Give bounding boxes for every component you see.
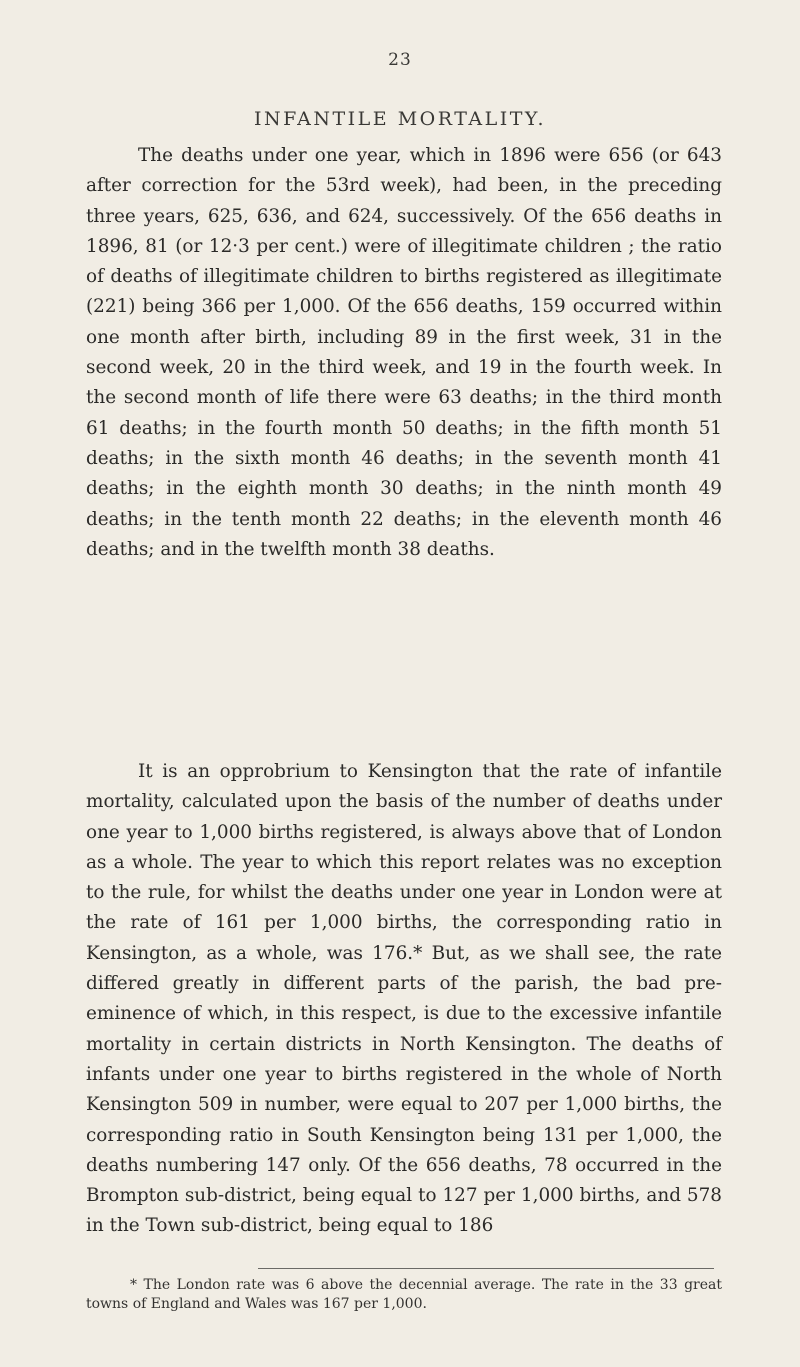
page-number: 23 (388, 50, 412, 70)
paragraph-deaths-under-one-year: The deaths under one year, which in 1896 were 656 (or 643 after correction for the 53rd week), had been, in the preceding three years, 625, 636, and 624, successively. Of the 656 deaths in 1896, 81 (or 12·3 per cent.) were of illegitimate children ; the ratio of deaths of illegitimate children to births registered as illegitimate (221) being 366 per 1,000. Of the 656 deaths, 159 occurred within one month after birth, including 89 in the first week, 31 in the second week, 20 in the third week, and 19 in the fourth week. In the second month of life there were 63 deaths; in the third month 61 deaths; in the fourth month 50 deaths; in the fifth month 51 deaths; in the sixth month 46 deaths; in the seventh month 41 deaths; in the eighth month 30 deaths; in the ninth month 49 deaths; in the tenth month 22 deaths; in the eleventh month 46 deaths; and in the twelfth month 38 deaths. (86, 145, 722, 560)
footnote: * The London rate was 6 above the decennial average. The rate in the 33 great towns of England and Wales was 167 per 1,000. (86, 1277, 722, 1312)
section-heading: INFANTILE MORTALITY. (254, 108, 546, 130)
paragraph-kensington-comparison: It is an opprobrium to Kensington that the rate of infantile mortality, calculated upon the basis of the number of deaths under one year to 1,000 births registered, is always above that of London as a whole. The year to which this report relates was no exception to the rule, for whilst the deaths under one year in London were at the rate of 161 per 1,000 births, the corresponding ratio in Kensington, as a whole, was 176.* But, as we shall see, the rate differed greatly in different parts of the parish, the bad pre-eminence of which, in this respect, is due to the excessive infantile mortality in certain districts in North Kensington. The deaths of infants under one year to births registered in the whole of North Kensington 509 in number, were equal to 207 per 1,000 births, the corresponding ratio in South Kensington being 131 per 1,000, the deaths numbering 147 only. Of the 656 deaths, 78 occurred in the Brompton sub-district, being equal to 127 per 1,000 births, and 578 in the Town sub-district, being equal to 186 (86, 761, 722, 1237)
footnote-divider (258, 1268, 714, 1269)
